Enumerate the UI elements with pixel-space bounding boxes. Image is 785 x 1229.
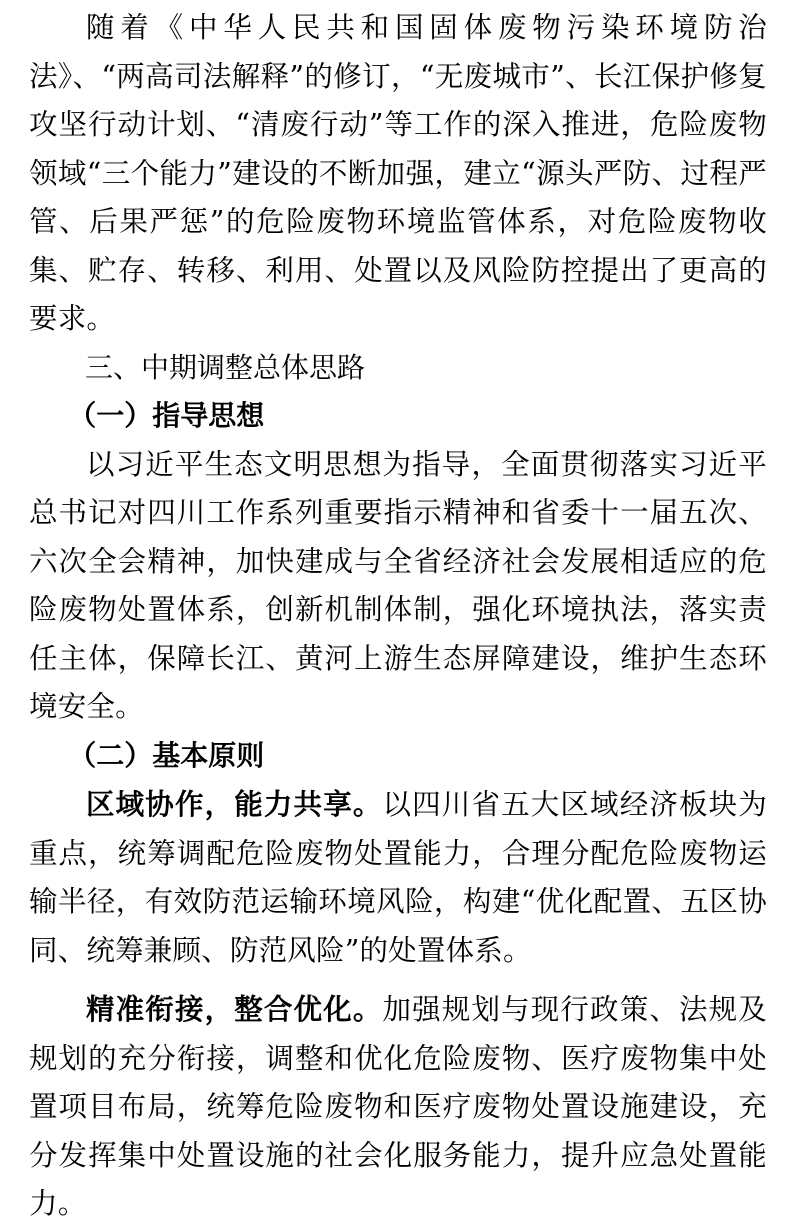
principle-regional-cooperation-body: 以四川省五大区域经济板块为重点，统筹调配危险废物处置能力，合理分配危险废物运输半径，有效防范运输环境风险，构建“优化配置、五区协同、统筹兼顾、防范风险”的处置体系。 — [29, 788, 767, 967]
principle-precise-integration-paragraph — [29, 985, 767, 1229]
subsection-heading-basic-principles: （二）基本原则 — [68, 738, 265, 772]
principle-precise-integration-body: 加强规划与现行政策、法规及规划的充分衔接，调整和优化危险废物、医疗废物集中处置项目布局，统筹危险废物和医疗废物处置设施建设，充分发挥集中处置设施的社会化服务能力，提升应急处置能力。 — [29, 993, 767, 1220]
guiding-ideology-paragraph: 以习近平生态文明思想为指导，全面贯彻落实习近平总书记对四川工作系列重要指示精神和省委十一届五次、六次全会精神，加快建成与全省经济社会发展相适应的危险废物处置体系，创新机制体制，强化环境执法，落实责任主体，保障长江、黄河上游生态屏障建设，维护生态环境安全。 — [29, 447, 767, 723]
intro-paragraph: 随着《中华人民共和国固体废物污染环境防治法》、“两高司法解释”的修订，“无废城市”、长江保护修复攻坚行动计划、“清废行动”等工作的深入推进，危险废物领域“三个能力”建设的不断加强，建立“源头严防、过程严管、后果严惩”的危险废物环境监管体系，对危险废物收集、贮存、转移、利用、处置以及风险防控提出了更高的要求。 — [29, 11, 767, 335]
paragraph-spacer — [29, 975, 767, 985]
subsection-heading-guiding-ideology: （一）指导思想 — [68, 399, 265, 432]
section-heading-overall-approach: 三、中期调整总体思路 — [85, 350, 366, 384]
principle-regional-cooperation-title: 区域协作，能力共享。 — [86, 787, 383, 821]
principle-regional-cooperation-paragraph — [29, 780, 767, 975]
principle-precise-integration-title: 精准衔接，整合优化。 — [86, 992, 383, 1026]
